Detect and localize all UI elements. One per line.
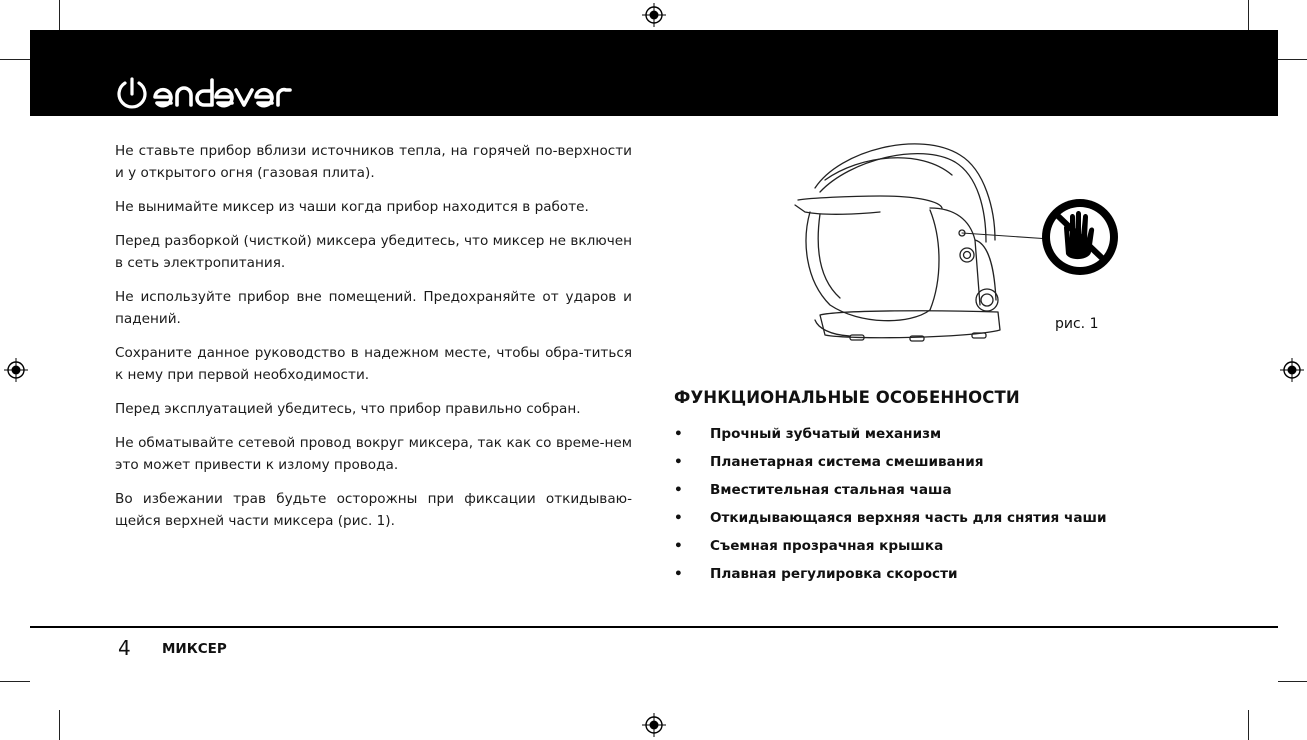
footer-divider	[30, 626, 1278, 628]
section-title: МИКСЕР	[162, 641, 227, 657]
bullet: •	[674, 454, 683, 470]
instruction-paragraph: Перед эксплуатацией убедитесь, что прибор правильно собран.	[115, 401, 581, 417]
no-hand-icon	[1042, 199, 1118, 275]
feature-item: • Откидывающаяся верхняя часть для снятия чаши	[674, 510, 1107, 526]
registration-mark-icon	[642, 713, 666, 737]
feature-item: • Планетарная система смешивания	[674, 454, 984, 470]
power-icon	[119, 79, 145, 107]
bullet: •	[674, 426, 683, 442]
instruction-paragraph: Сохраните данное руководство в надежном месте, чтобы обра-титься к нему при первой необходимости.	[115, 345, 632, 383]
instruction-paragraph: Не ставьте прибор вблизи источников тепла, на горячей по-верхности и у открытого огня (газовая плита).	[115, 143, 632, 181]
registration-mark-icon	[1280, 358, 1304, 382]
crop-mark	[1278, 681, 1307, 682]
registration-mark-icon	[4, 358, 28, 382]
crop-mark	[1278, 59, 1307, 60]
crop-mark	[1248, 710, 1249, 740]
crop-mark	[0, 681, 30, 682]
features-title: ФУНКЦИОНАЛЬНЫЕ ОСОБЕННОСТИ	[674, 388, 1020, 407]
bullet: •	[674, 482, 683, 498]
crop-mark	[1248, 0, 1249, 30]
instruction-paragraph: Не обматывайте сетевой провод вокруг миксера, так как со време-нем это может привести к излому провода.	[115, 435, 632, 473]
feature-item: • Вместительная стальная чаша	[674, 482, 952, 498]
instruction-paragraph: Не вынимайте миксер из чаши когда прибор находится в работе.	[115, 199, 589, 215]
crop-mark	[59, 710, 60, 740]
registration-mark-icon	[642, 3, 666, 27]
instruction-paragraph: Во избежании трав будьте осторожны при фиксации откидываю-щейся верхней части миксера (рис. 1).	[115, 491, 632, 529]
feature-item: • Плавная регулировка скорости	[674, 566, 958, 582]
brand-logo	[114, 74, 344, 114]
feature-item: • Съемная прозрачная крышка	[674, 538, 944, 554]
instruction-paragraph: Не используйте прибор вне помещений. Предохраняйте от ударов и падений.	[115, 289, 632, 327]
features-list	[674, 424, 1106, 592]
feature-item: • Прочный зубчатый механизм	[674, 426, 942, 442]
crop-mark	[59, 0, 60, 30]
bullet: •	[674, 510, 683, 526]
crop-mark	[0, 59, 30, 60]
figure-caption: рис. 1	[1055, 316, 1099, 332]
page-number: 4	[118, 636, 131, 660]
bullet: •	[674, 566, 683, 582]
bullet: •	[674, 538, 683, 554]
safety-instructions	[115, 140, 632, 532]
instruction-paragraph: Перед разборкой (чисткой) миксера убедитесь, что миксер не включен в сеть электропитания.	[115, 233, 632, 271]
